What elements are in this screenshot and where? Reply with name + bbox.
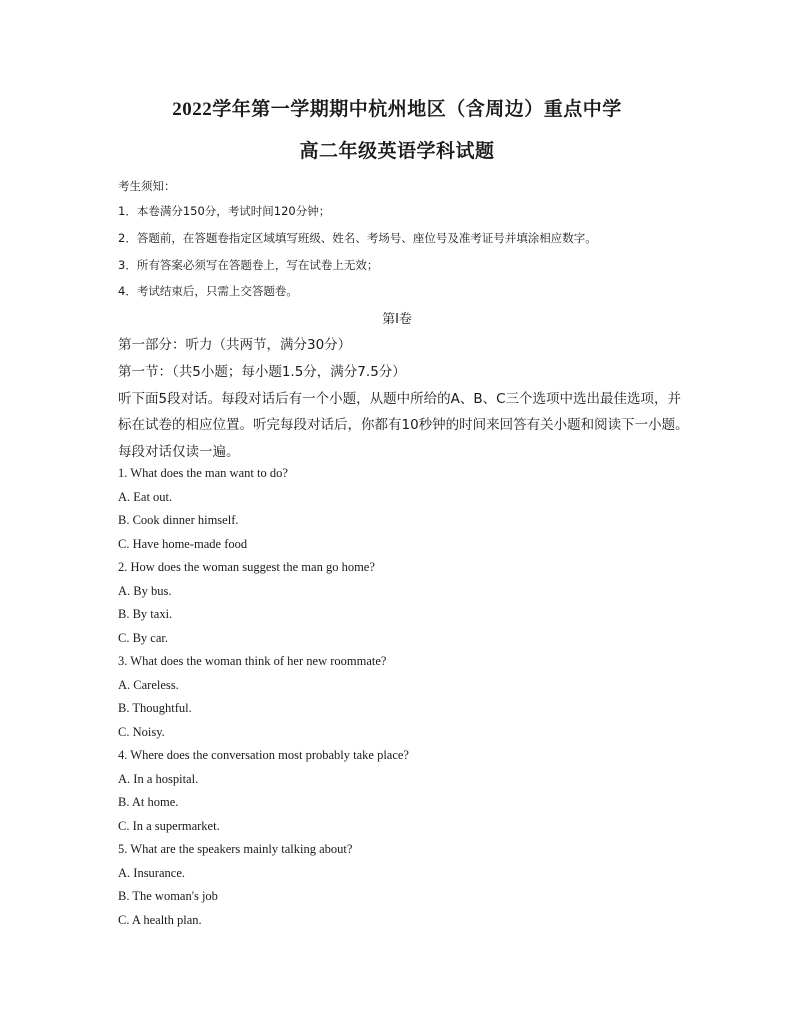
- option: C. Have home-made food: [118, 537, 248, 551]
- question-3: 3. What does the woman think of her new roommate?: [118, 654, 387, 668]
- option: C. By car.: [118, 631, 168, 645]
- question-5: 5. What are the speakers mainly talking about?: [118, 842, 353, 856]
- option: C. In a supermarket.: [118, 819, 220, 833]
- option: C. A health plan.: [118, 913, 202, 927]
- notice-item: 1．本卷满分150分，考试时间120分钟；: [118, 204, 331, 218]
- question-4: 4. Where does the conversation most probably take place?: [118, 748, 409, 762]
- question-1: 1. What does the man want to do?: [118, 466, 288, 480]
- question-2: 2. How does the woman suggest the man go home?: [118, 560, 375, 574]
- option: A. Insurance.: [118, 866, 185, 880]
- notice-heading: 考生须知：: [118, 179, 176, 193]
- option: B. At home.: [118, 795, 179, 809]
- exam-title: 2022学年第一学期期中杭州地区（含周边）重点中学: [172, 99, 622, 120]
- notice-item: 3．所有答案必须写在答题卷上，写在试卷上无效；: [118, 258, 379, 272]
- option: C. Noisy.: [118, 725, 165, 739]
- instructions-line: 每段对话仅读一遍。: [118, 444, 240, 460]
- exam-subtitle: 高二年级英语学科试题: [299, 141, 495, 162]
- notice-item: 2．答题前，在答题卷指定区域填写班级、姓名、考场号、座位号及准考证号并填涂相应数字。: [118, 231, 597, 245]
- option: A. In a hospital.: [118, 772, 199, 786]
- option: A. By bus.: [118, 584, 172, 598]
- option: B. Thoughtful.: [118, 701, 192, 715]
- option: B. Cook dinner himself.: [118, 513, 239, 527]
- instructions-line: 标在试卷的相应位置。听完每段对话后，你都有10秒钟的时间来回答有关小题和阅读下一小题。: [118, 417, 689, 433]
- volume-heading: 第I卷: [382, 312, 412, 327]
- option: B. By taxi.: [118, 607, 173, 621]
- option: A. Careless.: [118, 678, 179, 692]
- part-heading: 第一部分：听力（共两节，满分30分）: [118, 337, 352, 353]
- subsection-heading: 第一节：（共5小题；每小题1.5分，满分7.5分）: [118, 364, 406, 380]
- instructions-line: 听下面5段对话。每段对话后有一个小题，从题中所给的A、B、C三个选项中选出最佳选项，并: [118, 391, 682, 407]
- option: B. The woman's job: [118, 889, 218, 903]
- option: A. Eat out.: [118, 490, 173, 504]
- notice-item: 4．考试结束后，只需上交答题卷。: [118, 284, 298, 298]
